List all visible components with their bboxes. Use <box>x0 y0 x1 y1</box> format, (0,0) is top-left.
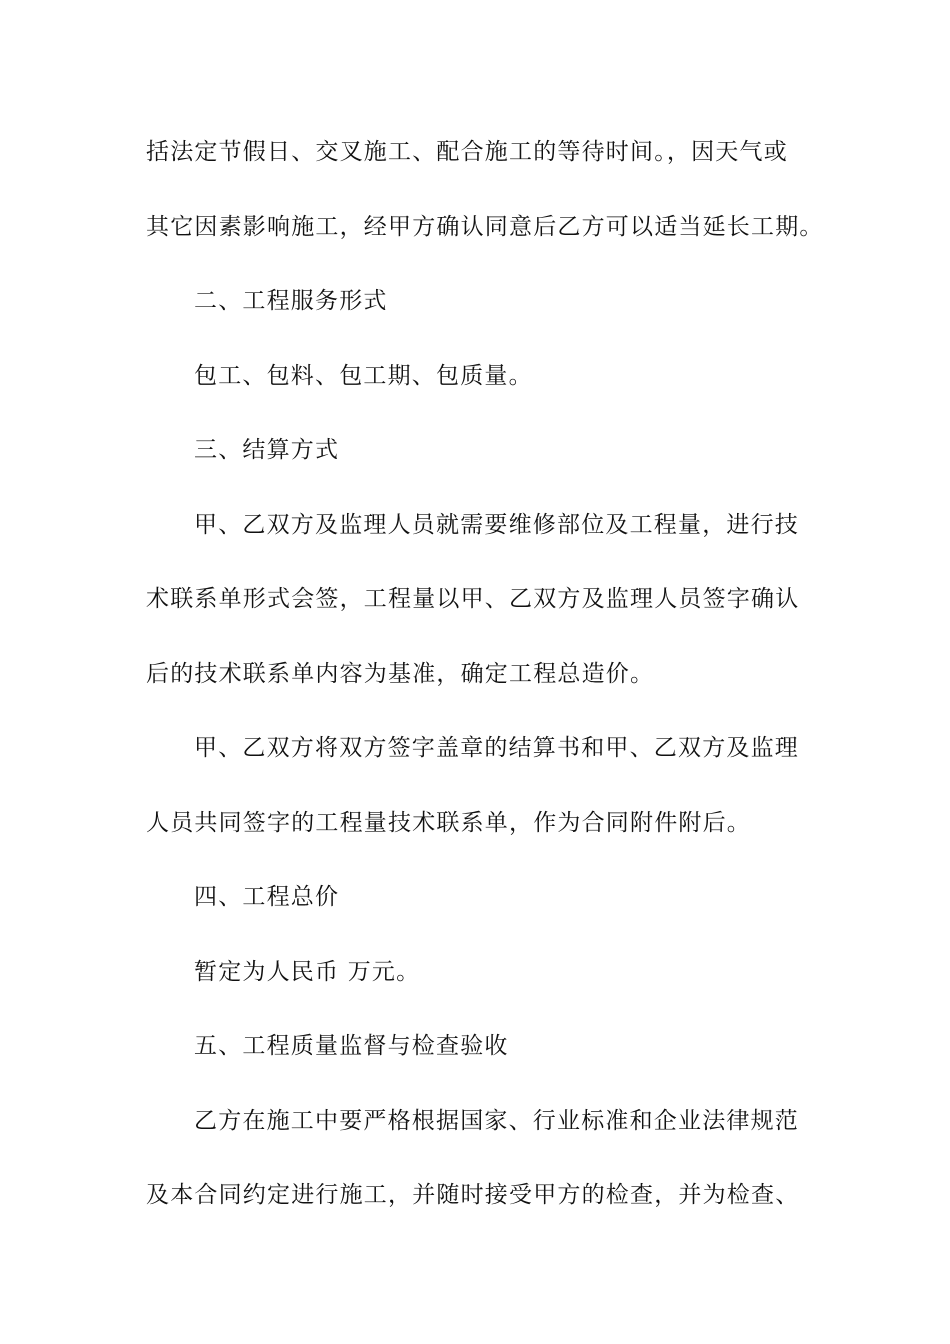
body-text-line: 乙方在施工中要严格根据国家、行业标准和企业法律规范 <box>194 1108 799 1134</box>
body-text-line: 及本合同约定进行施工，并随时接受甲方的检查，并为检查、 <box>146 1182 800 1208</box>
section-heading-quality-inspection: 五、工程质量监督与检查验收 <box>194 1033 509 1059</box>
body-text-line: 人员共同签字的工程量技术联系单，作为合同附件附后。 <box>146 810 751 836</box>
body-text-line: 后的技术联系单内容为基准，确定工程总造价。 <box>146 661 655 687</box>
body-text-line: 术联系单形式会签，工程量以甲、乙双方及监理人员签字确认 <box>146 586 800 612</box>
section-heading-service-form: 二、工程服务形式 <box>194 288 388 314</box>
body-text-line: 甲、乙双方将双方签字盖章的结算书和甲、乙双方及监理 <box>194 735 799 761</box>
body-text-line: 其它因素影响施工，经甲方确认同意后乙方可以适当延长工期。 <box>146 214 824 240</box>
body-text-line: 括法定节假日、交叉施工、配合施工的等待时间。，因天气或 <box>146 139 788 165</box>
section-heading-total-price: 四、工程总价 <box>194 884 340 910</box>
body-text-line: 甲、乙双方及监理人员就需要维修部位及工程量，进行技 <box>194 512 799 538</box>
body-text-line: 包工、包料、包工期、包质量。 <box>194 363 533 389</box>
section-heading-settlement: 三、结算方式 <box>194 437 340 463</box>
body-text-line: 暂定为人民币 万元。 <box>194 959 421 985</box>
